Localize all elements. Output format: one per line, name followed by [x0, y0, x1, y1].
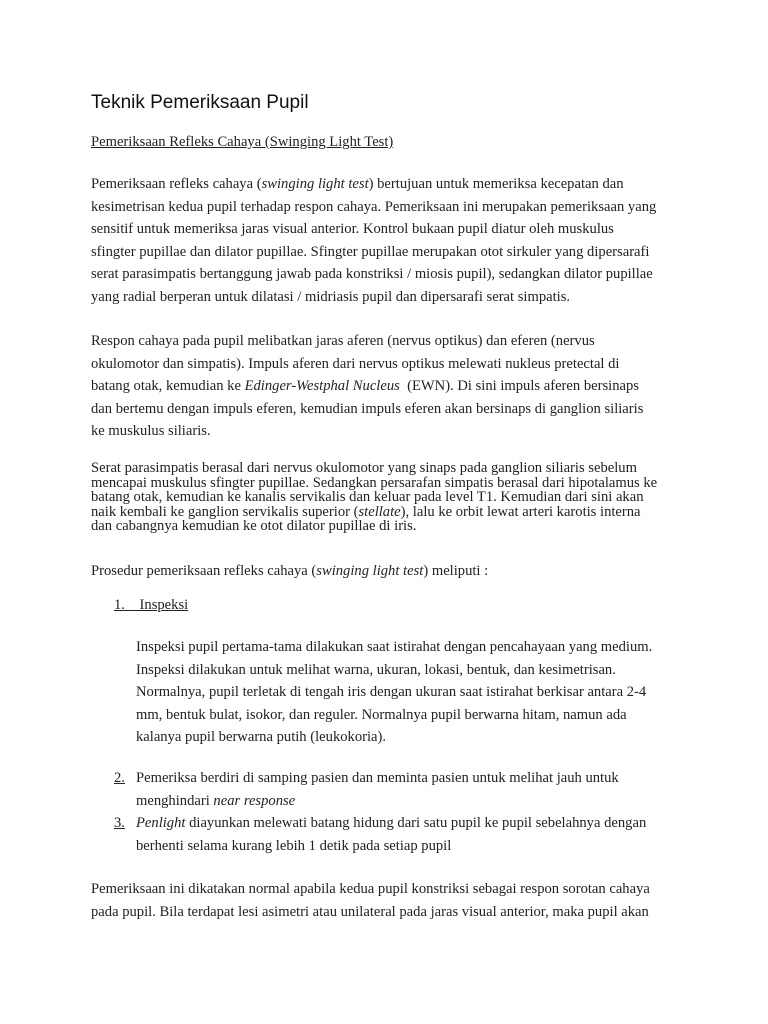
list-item-1-label: Inspeksi: [139, 597, 189, 613]
paragraph-1-line-2: kesimetrisan kedua pupil terhadap respon cahaya. Pemeriksaan ini merupakan pemeriksaan yang: [91, 198, 657, 215]
paragraph-2: [91, 330, 681, 443]
list-item-2: 2. Pemeriksa berdiri di samping pasien dan meminta pasien untuk melihat jauh untuk menghindari near response: [114, 767, 619, 812]
list-item-1-heading: [114, 597, 188, 614]
list-number: 1.: [114, 597, 125, 613]
paragraph-3: [91, 461, 681, 534]
list-item-1-body: Inspeksi pupil pertama-tama dilakukan saat istirahat dengan pencahayaan yang medium. Inspeksi dilakukan untuk melihat warna, ukuran, lokasi, bentuk, dan kesimetrisan. Normalnya, pupil terletak di tengah iris dengan ukuran saat istirahat berkisar antara 2-4 mm, bentuk bulat, isokor, dan reguler. Normalnya pupil berwarna hitam, namun ada kalanya pupil berwarna putih (leukokoria).: [136, 639, 653, 745]
paragraph-1-line-5: serat parasimpatis bertanggung jawab pada konstriksi / miosis pupil), sedangkan dilator pupillae: [91, 266, 653, 282]
paragraph-3-line-5: dan cabangnya kemudian ke otot dilator pupillae di iris.: [91, 518, 417, 535]
paragraph-1-line-4: sfingter pupillae dan dilator pupillae. Sfingter pupillae merupakan otot sirkuler yang dipersarafi: [91, 243, 650, 260]
paragraph-2-line-2: okulomotor dan simpatis). Impuls aferen dari nervus optikus melewati nukleus pretectal di: [91, 355, 620, 372]
paragraph-2-line-5: ke muskulus siliaris.: [91, 423, 211, 439]
list-item-3: 3. Penlight diayunkan melewati batang hidung dari satu pupil ke pupil sebelahnya dengan berhenti selama kurang lebih 1 detik pada setiap pupil: [114, 812, 646, 857]
paragraph-2-line-1: Respon cahaya pada pupil melibatkan jaras aferen (nervus optikus) dan eferen (nervus: [91, 333, 595, 349]
paragraph-2-line-4: dan bertemu dengan impuls eferen, kemudian impuls eferen akan bersinaps di ganglion siliaris: [91, 400, 644, 417]
procedure-intro: Prosedur pemeriksaan refleks cahaya (swinging light test) meliputi :: [91, 563, 489, 579]
paragraph-3-line-4: naik kembali ke ganglion servikalis superior (stellate), lalu ke orbit lewat arteri karotis interna: [91, 503, 641, 520]
page-title: Teknik Pemeriksaan Pupil: [91, 92, 309, 113]
paragraph-1: [91, 173, 681, 308]
paragraph-3-line-1: Serat parasimpatis berasal dari nervus okulomotor yang sinaps pada ganglion siliaris sebelum: [91, 460, 637, 476]
paragraph-1-line-6: yang radial berperan untuk dilatasi / midriasis pupil dan dipersarafi serat simpatis.: [91, 288, 571, 305]
paragraph-3-line-3: batang otak, kemudian ke kanalis servikalis dan keluar pada level T1. Kemudian dari sini akan: [91, 489, 644, 506]
paragraph-3-line-2: mencapai muskulus sfingter pupillae. Sedangkan persarafan simpatis berasal dari hipotalamus ke: [91, 474, 658, 491]
paragraph-5: Pemeriksaan ini dikatakan normal apabila kedua pupil konstriksi sebagai respon sorotan cahaya pada pupil. Bila terdapat lesi asimetri atau unilateral pada jaras visual anterior, maka pupil akan: [91, 881, 650, 920]
paragraph-2-line-3: batang otak, kemudian ke Edinger-Westphal Nucleus (EWN). Di sini impuls aferen bersinaps: [91, 378, 639, 394]
list-number: 2.: [114, 770, 125, 786]
section-subtitle: Pemeriksaan Refleks Cahaya (Swinging Light Test): [91, 134, 394, 150]
list-number: 3.: [114, 815, 125, 831]
paragraph-1-line-1: Pemeriksaan refleks cahaya (swinging light test) bertujuan untuk memeriksa kecepatan dan: [91, 176, 624, 192]
paragraph-1-line-3: sensitif untuk memeriksa jaras visual anterior. Kontrol bukaan pupil diatur oleh muskulus: [91, 221, 614, 237]
